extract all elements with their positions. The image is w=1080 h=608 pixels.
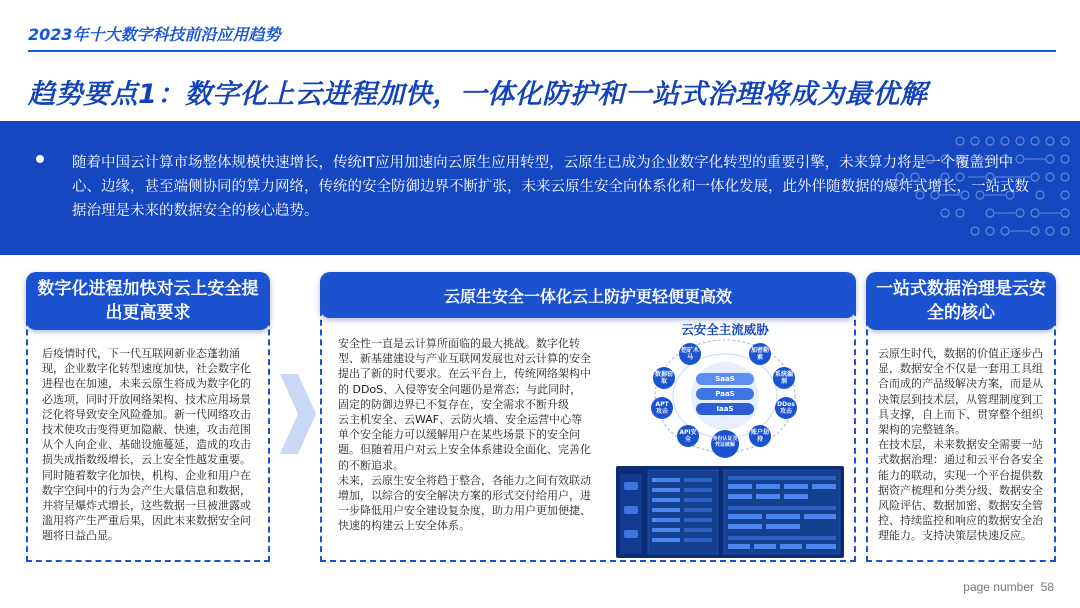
right-card-body: 云原生时代，数据的价值正逐步凸显，数据安全不仅是一套用工具组合而成的产品级解决方案，而是从决策层到技术层，从管理制度到工具支撑，自上而下、贯穿整个组织架构的完整链条。 在技术层，未来数据安全需要一站式数据治理：通过和云平台各安全能力的联动，实现一个平台提供数据资产梳理和分类分级、数据安全风险评估、数据加密、数据安全管控、持续监控和响应的数据安全治理能力。支持决策层快速反应。 <box>878 347 1043 543</box>
layer-saas: SaaS <box>715 375 735 383</box>
right-card-title: 一站式数据治理是云安全的核心 <box>866 272 1056 330</box>
threat-data-theft: 数据窃取 <box>655 371 674 385</box>
page-number: page number 58 <box>963 580 1054 594</box>
threat-account: 账户劫持 <box>751 429 770 443</box>
threat-ransom: 加密勒索 <box>751 347 770 361</box>
threat-mining: 挖矿木马 <box>681 347 700 361</box>
chevron-right-icon <box>276 374 316 454</box>
summary-banner <box>0 121 1080 255</box>
title-divider <box>28 50 1056 52</box>
threat-apt: APT攻击 <box>655 401 669 415</box>
middle-card-body: 安全性一直是云计算所面临的最大挑战。数字化转型、新基建建设与产业互联网发展也对云计算的安全提出了新的时代要求。在云平台上，传统网络架构中的 DDoS、入侵等安全问题仍是常态；与此同时，固定的防御边界已不复存在，安全需求不断升级 云主机安全、云WAF、云防火墙、安全运营中心等单个安全能力可以缓解用户在某些场景下的安全问题。但随着用户对云上安全体系建设全面化、完善化的不断追求。 未来，云原生安全将趋于整合，各能力之间有效联动增加，以综合的安全解决方案的形式交付给用户，进一步降低用户安全建设复杂度，助力用户更加便捷、快速的构建云上安全体系。 <box>338 337 591 533</box>
threat-diagram-title: 云安全主流威胁 <box>681 322 769 337</box>
threat-auth: 身份认证及凭证破解 <box>712 436 738 448</box>
layer-paas: PaaS <box>715 390 735 398</box>
threat-api: API安全 <box>679 429 697 443</box>
banner-text: 随着中国云计算市场整体规模快速增长，传统IT应用加速向云原生应用转型，云原生已成为企业数字化转型的重要引擎，未来算力将是一个覆盖到中心、边缘，甚至端侧协同的算力网络，传统的安全防御边界不断扩张，未来云原生安全向体系化和一体化发展，此外伴随数据的爆炸式增长，一站式数据治理是未来的数据安全的核心趋势。 <box>72 155 1029 219</box>
middle-card-title: 云原生安全一体化云上防护更轻便更高效 <box>320 272 856 318</box>
layer-iaas: IaaS <box>716 405 734 413</box>
threat-ddos: DDos攻击 <box>777 401 795 415</box>
bullet-icon <box>36 155 44 163</box>
left-card-body: 后疫情时代，下一代互联网新业态蓬勃涌现，企业数字化转型速度加快，社会数字化进程也在加速，未来云原生将成为数字化的必选项，同时开放网络架构、技术应用场景泛化将导致安全风险叠加。新一代网络攻击技术使攻击变得更加隐蔽、快速，攻击范围从个人向企业、基础设施蔓延，造成的攻击损失成指数级增长，云上安全性越发重要。 同时随着数字化加快，机构、企业和用户在数字空间中的行为会产生大量信息和数据，并将呈爆炸式增长，这些数据一旦被泄露或滥用将产生严重后果，因此未来数据安全问题将日益凸显。 <box>42 347 251 543</box>
left-card-title: 数字化进程加快对云上安全提出更高要求 <box>26 272 270 330</box>
header-bar <box>0 0 1080 58</box>
threat-vuln: 系统漏洞 <box>775 371 794 385</box>
report-title: 2023年十大数字科技前沿应用趋势 <box>28 25 281 44</box>
slide-heading: 趋势要点1：数字化上云进程加快，一体化防护和一站式治理将成为最优解 <box>28 79 928 110</box>
threat-diagram <box>632 336 818 460</box>
architecture-diagram-image <box>616 466 844 558</box>
